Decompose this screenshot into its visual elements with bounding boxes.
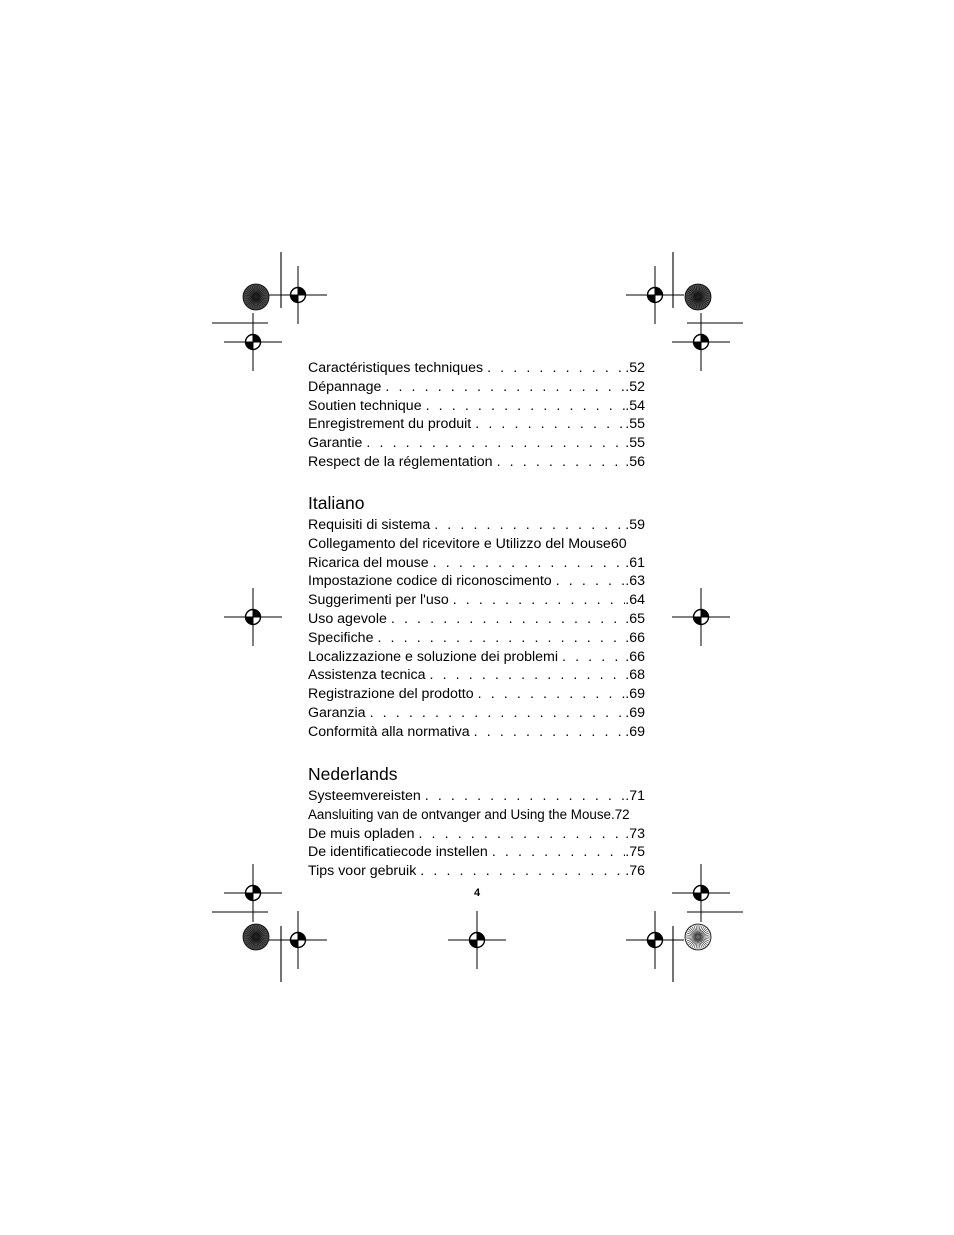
- toc-entry[interactable]: [308, 591, 645, 610]
- toc-entry-page: .66: [625, 648, 645, 665]
- toc-entry-page: .72: [610, 806, 630, 822]
- starburst-registration-mark: [243, 284, 269, 310]
- toc-entry-title: Localizzazione e soluzione dei problemi: [308, 648, 559, 665]
- toc-entry[interactable]: [308, 723, 645, 742]
- registration-target-mark: [448, 911, 506, 969]
- toc-leader-dots: [362, 434, 625, 453]
- starburst-registration-mark: [685, 284, 711, 310]
- toc-entry-title: Dépannage: [308, 378, 382, 395]
- toc-entry[interactable]: [308, 862, 645, 881]
- toc-entry-title: Respect de la réglementation: [308, 453, 493, 470]
- toc-leader-dots: [470, 723, 626, 742]
- toc-entry[interactable]: [308, 704, 645, 723]
- registration-target-mark: [672, 864, 730, 922]
- toc-entry-title: Collegamento del ricevitore e Utilizzo del Mouse: [308, 535, 611, 552]
- toc-leader-dots: [471, 415, 625, 434]
- toc-entry-title: De identificatiecode instellen: [308, 844, 488, 861]
- toc-entry-page: .73: [625, 825, 645, 842]
- toc-entry-title: Enregistrement du produit: [308, 416, 472, 433]
- toc-entry-page: .75: [625, 844, 645, 861]
- toc-leader-dots: [373, 629, 625, 648]
- toc-entry[interactable]: [308, 572, 645, 591]
- toc-entry-title: Soutien technique: [308, 397, 422, 414]
- toc-entry-title: Specifiche: [308, 629, 374, 646]
- toc-entry-page: 60: [610, 535, 627, 552]
- toc-entry-title: Aansluiting van de ontvanger and Using the Mouse: [308, 806, 611, 822]
- toc-entry-page: .56: [625, 453, 645, 470]
- toc-entry[interactable]: [308, 787, 645, 806]
- toc-entry-page: .76: [625, 863, 645, 880]
- toc-leader-dots: [366, 704, 626, 723]
- toc-section-french: [308, 359, 645, 472]
- toc-leader-dots: [421, 787, 626, 806]
- toc-entry[interactable]: [308, 825, 645, 844]
- toc-leader-dots: [474, 685, 626, 704]
- toc-entry-page: .64: [625, 592, 645, 609]
- toc-entry[interactable]: [308, 516, 645, 535]
- registration-target-mark: [672, 588, 730, 646]
- toc-entry-page: .66: [625, 629, 645, 646]
- toc-entry-page: .69: [625, 704, 645, 721]
- toc-entry-title: Ricarica del mouse: [308, 554, 429, 571]
- toc-leader-dots: [493, 453, 626, 472]
- toc-entry-title: Conformità alla normativa: [308, 723, 470, 740]
- toc-entry-page: .69: [625, 686, 645, 703]
- section-heading-italiano: Italiano: [308, 493, 365, 513]
- toc-entry-title: Caractéristiques techniques: [308, 360, 484, 376]
- toc-entry[interactable]: [308, 359, 645, 378]
- toc-entry[interactable]: [308, 806, 645, 825]
- toc-entry-page: .59: [625, 517, 645, 533]
- toc-entry-title: Garanzia: [308, 704, 366, 721]
- toc-entry[interactable]: [308, 843, 645, 862]
- toc-entry-page: .65: [625, 610, 645, 627]
- toc-entry[interactable]: [308, 648, 645, 667]
- registration-target-mark: [269, 911, 327, 969]
- toc-entry-page: .55: [625, 416, 645, 433]
- toc-leader-dots: [426, 666, 626, 685]
- toc-section-italiano: [308, 492, 645, 742]
- registration-target-mark: [626, 266, 684, 324]
- toc-leader-dots: [414, 825, 625, 844]
- toc-entry-title: Requisiti di sistema: [308, 517, 431, 533]
- toc-leader-dots: [483, 359, 625, 378]
- toc-entry-title: Uso agevole: [308, 610, 387, 627]
- toc-entry[interactable]: [308, 629, 645, 648]
- toc-entry-page: .63: [625, 573, 645, 590]
- toc-entry[interactable]: [308, 535, 645, 554]
- toc-entry-page: .61: [625, 554, 645, 571]
- toc-leader-dots: [449, 591, 626, 610]
- registration-target-mark: [224, 313, 282, 371]
- toc-entry[interactable]: [308, 434, 645, 453]
- starburst-registration-mark: [243, 924, 269, 950]
- toc-entry[interactable]: [308, 378, 645, 397]
- toc-entry-page: .54: [625, 397, 645, 414]
- toc-entry-title: De muis opladen: [308, 825, 415, 842]
- toc-leader-dots: [429, 554, 626, 573]
- toc-entry[interactable]: [308, 554, 645, 573]
- registration-target-mark: [269, 266, 327, 324]
- toc-entry-title: Tips voor gebruik: [308, 863, 417, 880]
- toc-entry[interactable]: [308, 397, 645, 416]
- toc-entry-title: Registrazione del prodotto: [308, 686, 474, 703]
- toc-leader-dots: [430, 516, 625, 535]
- toc-entry-title: Systeemvereisten: [308, 788, 421, 804]
- toc-entry[interactable]: [308, 685, 645, 704]
- toc-entry-page: .69: [625, 723, 645, 740]
- registration-target-mark: [672, 313, 730, 371]
- toc-entry-page: .55: [625, 435, 645, 452]
- toc-entry-title: Garantie: [308, 435, 363, 452]
- toc-leader-dots: [416, 862, 625, 881]
- toc-section-nederlands: [308, 763, 645, 881]
- toc-leader-dots: [552, 572, 626, 591]
- toc-leader-dots: [381, 378, 625, 397]
- toc-leader-dots: [422, 397, 626, 416]
- toc-entry-page: .52: [625, 360, 645, 376]
- section-heading-nederlands: Nederlands: [308, 764, 398, 784]
- registration-target-mark: [224, 864, 282, 922]
- toc-entry[interactable]: [308, 415, 645, 434]
- page-number: 4: [473, 887, 481, 899]
- toc-entry-title: Assistenza tecnica: [308, 667, 426, 684]
- toc-entry[interactable]: [308, 666, 645, 685]
- toc-entry[interactable]: [308, 610, 645, 629]
- toc-entry-page: .68: [625, 667, 645, 684]
- toc-leader-dots: [387, 610, 625, 629]
- toc-leader-dots: [558, 648, 625, 667]
- toc-entry-page: .52: [625, 378, 645, 395]
- toc-entry[interactable]: [308, 453, 645, 472]
- starburst-registration-mark: [685, 924, 711, 950]
- toc-entry-title: Impostazione codice di riconoscimento: [308, 573, 552, 590]
- registration-target-mark: [224, 588, 282, 646]
- toc-entry-page: .71: [625, 788, 645, 804]
- registration-target-mark: [626, 911, 684, 969]
- toc-entry-title: Suggerimenti per l'uso: [308, 592, 449, 609]
- toc-leader-dots: [488, 843, 625, 862]
